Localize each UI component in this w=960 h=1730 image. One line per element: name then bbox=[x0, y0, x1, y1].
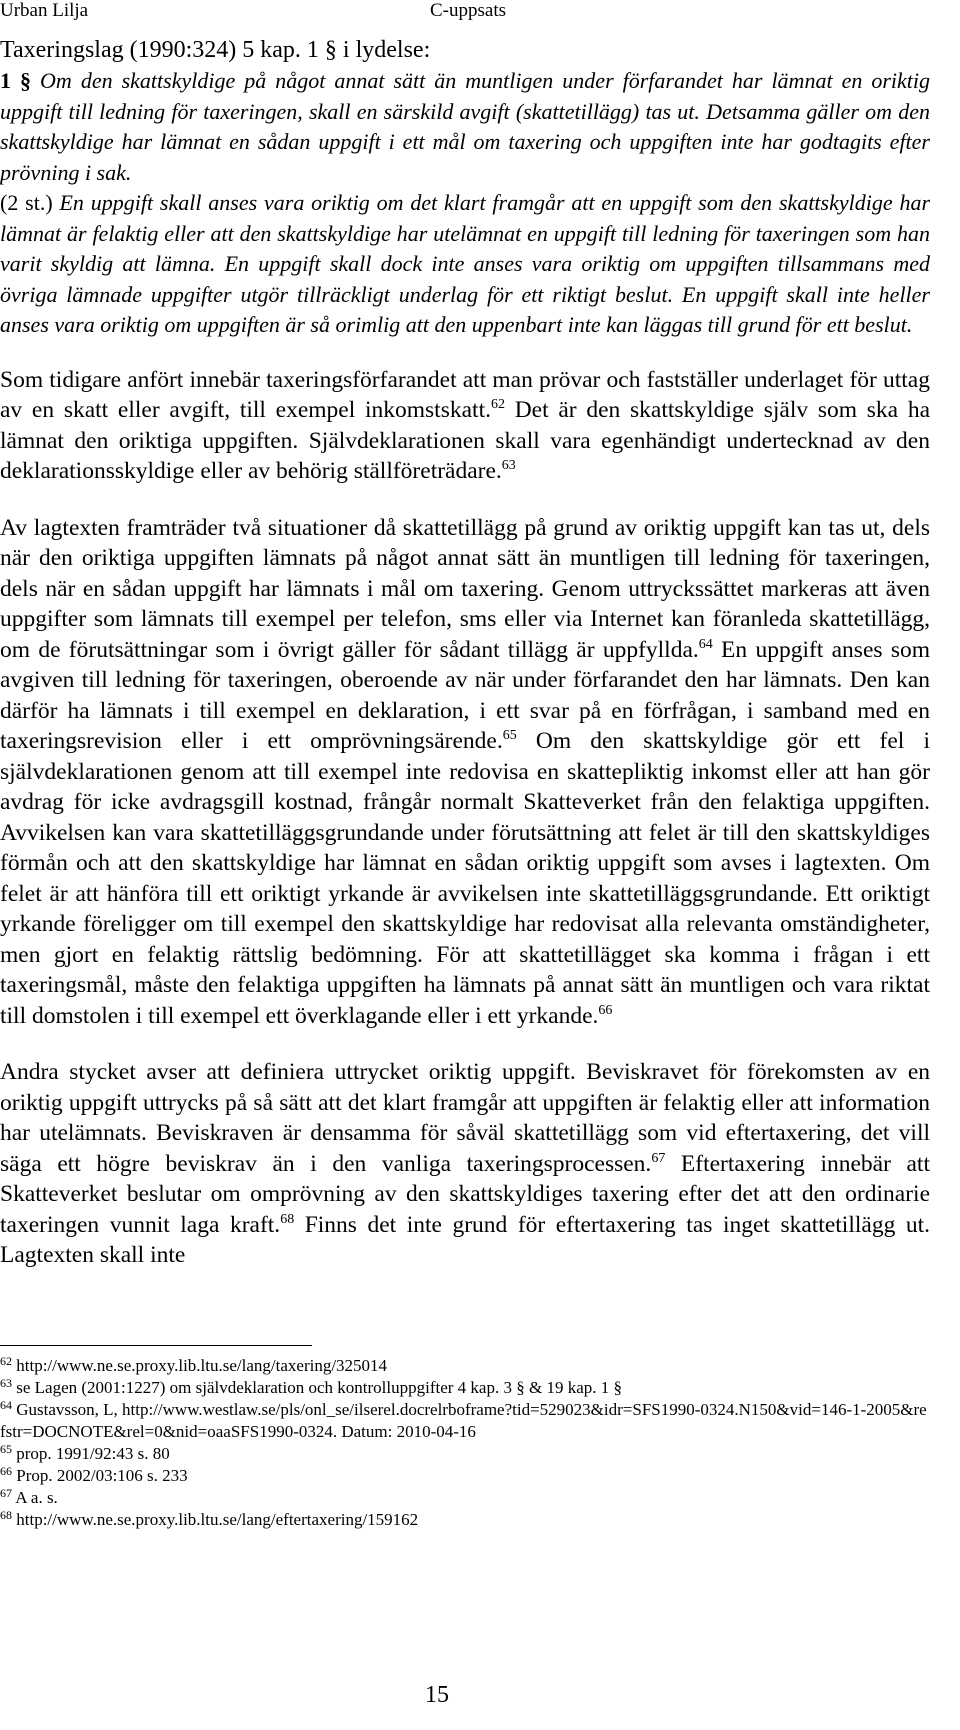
footnote-ref[interactable]: 63 bbox=[501, 458, 516, 473]
footnotes bbox=[0, 1355, 930, 1531]
body-text: Om den skattskyldige gör ett fel i självdeklarationen genom att till exempel inte redovisa en skattepliktig inkomst eller att han gör avdrag för icke avdragsgill kostnad, frångår normalt Skatteverket från den felaktiga uppgiften. Avvikelsen kan vara skattetilläggsgrundande under förutsättning att felet är till den skattskyldiges förmån och att den skattskyldige har lämnat en sådan oriktig uppgift som avses i lagtexten. Om felet är att hänföra till ett oriktigt yrkande är avvikelsen inte skattetilläggsgrundande. Ett oriktigt yrkande föreligger om till exempel den skattskyldige har redovisat alla relevanta omständigheter, men gjort en felaktig rättslig bedömning. För att skattetillägget ska komma i frågan i ett taxeringsmål, måste den felaktiga uppgiften ha lämnats på annat sätt än muntligen och vara riktat till domstolen i till exempel ett överklagande eller i ett yrkande. bbox=[0, 728, 931, 1029]
footnote-ref[interactable]: 67 bbox=[651, 1150, 666, 1166]
footnote-number: 65 bbox=[0, 1442, 12, 1456]
footnote-ref[interactable]: 66 bbox=[598, 1002, 613, 1018]
law-text-2: En uppgift skall anses vara oriktig om det klart framgår att en uppgift som den skattskyldige har lämnat är felaktig eller att den skattskyldige har utelämnat en uppgift till ledning för taxeringen som han varit skyldig att lämna. En uppgift skall dock inte anses vara oriktig om uppgiften tillsammans med övriga lämnade uppgifter utgör tillräckligt underlag för ett riktigt beslut. En uppgift skall inte heller anses vara oriktig om uppgiften är så orimlig att den uppenbart inte kan läggas till grund för ett beslut. bbox=[0, 190, 931, 337]
footnote-item bbox=[0, 1377, 930, 1399]
footnote-separator bbox=[0, 1345, 312, 1346]
page-number: 15 bbox=[425, 1682, 449, 1708]
law-heading: Taxeringslag (1990:324) 5 kap. 1 § i lydelse: bbox=[0, 37, 431, 63]
footnote-text: A a. s. bbox=[12, 1488, 58, 1507]
body-text: Av lagtexten framträder två situationer då skattetillägg på grund av oriktig uppgift kan tas ut, dels när den oriktiga uppgiften lämnats på något annat sätt än muntligen till ledning för taxeringen, dels när en sådan uppgift har lämnats i mål om taxering. Genom uttryckssättet markeras att även uppgifter som lämnats till exempel per telefon, sms eller via Internet kan föranleda skattetillägg, om de förutsättningar som i övrigt gäller för sådant tillägg är uppfyllda. bbox=[0, 514, 930, 663]
footnote-item bbox=[0, 1355, 930, 1377]
footnote-item bbox=[0, 1443, 930, 1465]
footnote-item bbox=[0, 1465, 930, 1487]
body-text: Det är den skattskyldige själv som ska ha lämnat den oriktiga uppgiften. Självdeklarationen skall vara egenhändigt undertecknad av den deklarationsskyldige eller av behörig ställföreträdare. bbox=[0, 397, 930, 484]
footnote-item bbox=[0, 1509, 930, 1531]
body-text: Andra stycket avser att definiera uttrycket oriktig uppgift. Beviskravet för förekomsten av en oriktig uppgift uttrycks på så sätt att det klart framgår att uppgiften är felaktig eller att information har utelämnats. Beviskraven är densamma för såväl skattetillägg som vid eftertaxering, det vill säga ett högre beviskrav än i den vanliga taxeringsprocessen. bbox=[0, 1059, 930, 1177]
main-content bbox=[0, 34, 930, 1271]
footnote-text[interactable]: http://www.ne.se.proxy.lib.ltu.se/lang/taxering/325014 bbox=[12, 1356, 388, 1375]
footnote-ref[interactable]: 65 bbox=[502, 728, 517, 743]
footnote-text: se Lagen (2001:1227) om självdeklaration och kontrolluppgifter 4 kap. 3 § & 19 kap. 1 § bbox=[12, 1378, 622, 1397]
law-subsection-label: (2 st.) bbox=[0, 190, 53, 215]
footnote-item bbox=[0, 1487, 930, 1509]
body-text: En uppgift anses som avgiven till ledning för taxeringen, oberoende av när under förfarandet den har lämnats. Den kan därför ha lämnats i till exempel en deklaration, i ett svar på en förfrågan, i samband med en taxeringsrevision eller i ett omprövningsärende. bbox=[0, 636, 930, 754]
footnote-ref[interactable]: 62 bbox=[490, 397, 505, 412]
body-paragraph-3 bbox=[0, 1057, 930, 1271]
footnote-text[interactable]: Gustavsson, L, http://www.westlaw.se/pls/onl_se/ilserel.docrelrboframe?tid=529023&idr=SFS1990-0324.N150&vid=146-1-2005&refstr=DOCNOTE&rel=0&nid=oaaSFS1990-0324. Datum: 2010-04-16 bbox=[0, 1400, 927, 1441]
footnote-number: 66 bbox=[0, 1464, 12, 1478]
footnote-ref[interactable]: 68 bbox=[280, 1211, 295, 1227]
footnote-item bbox=[0, 1399, 930, 1443]
footnote-text: Prop. 2002/03:106 s. 233 bbox=[12, 1466, 188, 1485]
law-quote-paragraph-1 bbox=[0, 66, 930, 188]
footnote-text: prop. 1991/92:43 s. 80 bbox=[12, 1444, 170, 1463]
body-paragraph-1 bbox=[0, 365, 930, 487]
body-paragraph-2 bbox=[0, 513, 930, 1032]
footnote-number: 62 bbox=[0, 1354, 12, 1368]
footnote-number: 64 bbox=[0, 1398, 12, 1412]
body-text: Eftertaxering innebär att Skatteverket beslutar om omprövning av den skattskyldiges taxering efter det att den ordinarie taxeringen vunnit laga kraft. bbox=[0, 1150, 930, 1238]
law-quote-paragraph-2 bbox=[0, 188, 930, 341]
footnote-number: 67 bbox=[0, 1486, 12, 1500]
footnote-ref[interactable]: 64 bbox=[698, 636, 713, 652]
footnote-text[interactable]: http://www.ne.se.proxy.lib.ltu.se/lang/eftertaxering/159162 bbox=[12, 1510, 419, 1529]
footnote-number: 63 bbox=[0, 1376, 12, 1390]
header-document-type: C-uppsats bbox=[430, 0, 506, 21]
header-author: Urban Lilja bbox=[0, 0, 89, 21]
body-text: Som tidigare anfört innebär taxeringsförfarandet att man prövar och fastställer underlaget för uttag av en skatt eller avgift, till exempel inkomstskatt. bbox=[0, 366, 930, 423]
law-text-1: Om den skattskyldige på något annat sätt än muntligen under förfarandet har lämnat en oriktig uppgift till ledning för taxeringen, skall en särskild avgift (skattetillägg) tas ut. Detsamma gäller om den skattskyldige har lämnat en sådan uppgift i ett mål om taxering och uppgiften inte har godtagits efter prövning i sak. bbox=[0, 68, 931, 185]
footnote-number: 68 bbox=[0, 1508, 12, 1522]
law-section-number: 1 § bbox=[0, 68, 32, 93]
body-text: Finns det inte grund för eftertaxering tas inget skattetillägg ut. Lagtexten skall inte bbox=[0, 1211, 930, 1268]
